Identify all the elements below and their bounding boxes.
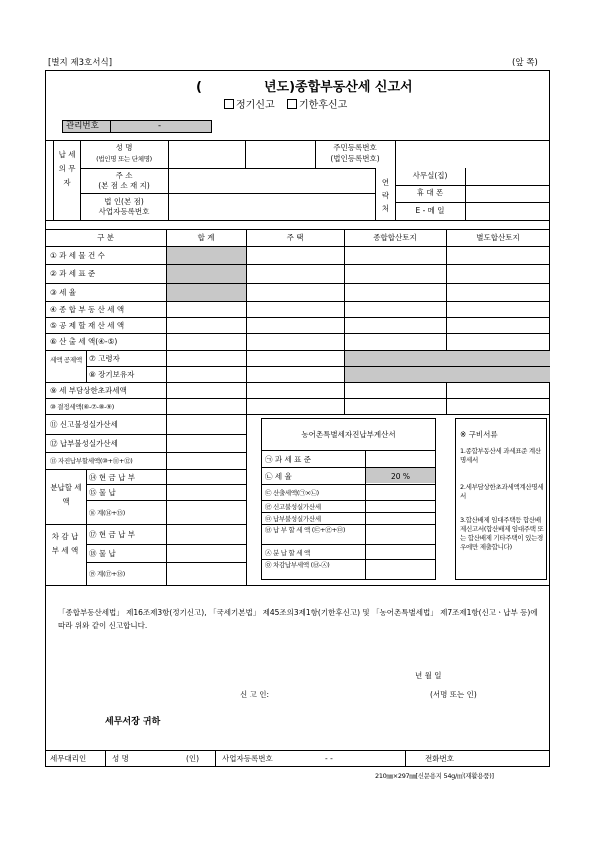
report-type (224, 99, 347, 112)
corp-sublabel: 사업자등록번호 (98, 207, 150, 216)
row-determined-tax: ⑩ 결정세액(⑥-⑦-⑧-⑨) (50, 403, 114, 411)
row-installment-cash: ⑭ 현 금 납 부 (89, 473, 136, 482)
rural-row-computed: ㉢ 산출세액(㉠×㉡) (265, 489, 319, 497)
row-deferred-sum: ⑲ 계(⑰+⑱) (89, 570, 125, 578)
paper-spec: 210㎜×297㎜[신문용지 54g/㎡(재활용품)] (375, 772, 494, 780)
name-label: 성 명 (115, 143, 133, 152)
agent-phone-label: 전화번호 (425, 754, 454, 763)
office-field[interactable] (466, 169, 549, 184)
rural-row-deferred: ㉧ 차감납부세액 (㉥-㉦) (265, 561, 330, 569)
agent-bizno-field[interactable]: - - (325, 754, 333, 763)
page-side: (앞 쪽) (512, 58, 538, 68)
corp-field[interactable] (169, 194, 374, 219)
row-self-payment: ⑬ 자진납부할세액(⑩+⑪+⑫) (50, 457, 133, 465)
row-cap-excess: ⑨ 세 부담상한초과세액 (50, 386, 127, 395)
row-object-count: ① 과 세 물 건 수 (50, 251, 105, 260)
doc-item-1: 1.종합부동산세 과세표준 계산명세서 (460, 447, 541, 464)
address-field[interactable] (169, 169, 374, 192)
taxpayer-side-label: 납 세 의 무 자 (58, 150, 76, 187)
signature-placeholder[interactable]: (서명 또는 인) (430, 690, 477, 699)
office-label: 사무실(집) (412, 171, 448, 180)
row-payment-penalty: ⑫ 납부불성실가산세 (50, 439, 118, 448)
recipient: 세무서장 귀하 (105, 717, 161, 727)
deferred-label: 차 감 납 부 세 액 (51, 532, 79, 555)
doc-item-2: 2.세부담상한초과세액계산명세서 (460, 483, 544, 500)
row-property-deduction: ⑤ 공 제 할 재 산 세 액 (50, 321, 125, 330)
late-label: 기한후신고 (299, 100, 348, 111)
agent-seal[interactable]: (인) (186, 754, 200, 763)
agent-name-label: 성 명 (112, 754, 129, 763)
mobile-field[interactable] (466, 186, 549, 201)
col-category: 구 분 (97, 233, 114, 242)
rural-row-installment: ㉦ 분 납 할 세 액 (265, 549, 310, 557)
rrn-label: 주민등록번호 (333, 143, 377, 152)
rrn-sublabel: (법인등록번호) (330, 154, 380, 163)
docs-title: ※ 구비서류 (460, 430, 498, 439)
rural-rate-value: 20 % (390, 472, 411, 481)
contact-label: 연 락 처 (381, 178, 390, 213)
installment-label: 분납할 세 액 (50, 483, 82, 506)
address-sublabel: (본 점 소 재 지) (98, 181, 150, 190)
corp-label: 법 인(본 점) (104, 197, 144, 206)
row-comprehensive-tax: ④ 종 합 부 동 산 세 액 (50, 305, 125, 314)
rrn-field[interactable] (396, 141, 549, 167)
row-computed-tax: ⑥ 산 출 세 액(④-⑤) (50, 337, 118, 346)
col-separate-land: 별도합산토지 (476, 233, 520, 242)
row-installment-sum: ⑯ 계(⑭+⑮) (89, 509, 125, 517)
email-field[interactable] (466, 203, 549, 219)
row-filing-penalty: ⑪ 신고불성실가산세 (50, 420, 118, 429)
rural-title: 농어촌특별세자진납부계산서 (301, 430, 396, 439)
row-long-term: ⑧ 장기보유자 (89, 370, 135, 379)
signer-label: 신 고 인: (240, 690, 270, 699)
row-deferred-cash: ⑰ 현 금 납 부 (89, 530, 136, 539)
page-title: 년도)종합부동산세 신고서 (264, 80, 413, 95)
statement: 「종합부동산세법」 제16조제3항(정기신고), 「국세기본법」 제45조의3제1항(기한후신고) 및 「농어촌특별세법」 제7조제1항(신고ㆍ납부 등)에 따라 위와 같이 신고합니다. (58, 608, 538, 630)
rural-row-payable: ㉥ 납 부 할 세 액 (㉢+㉣+㉤) (265, 526, 346, 534)
row-tax-rate: ③ 세 율 (50, 288, 76, 297)
mgmt-label: 관리번호 (66, 121, 99, 131)
title-prefix: ( (196, 80, 202, 95)
credit-label: 세액 공제액 (50, 356, 82, 364)
col-housing: 주 택 (286, 233, 304, 242)
col-comprehensive-land: 종합합산토지 (373, 233, 417, 242)
regular-checkbox[interactable] (224, 99, 234, 109)
row-installment-kind: ⑮ 물 납 (89, 488, 116, 497)
agent-label: 세무대리인 (50, 754, 87, 763)
row-elderly: ⑦ 고령자 (89, 354, 120, 363)
mgmt-value[interactable]: - (158, 121, 162, 131)
regular-label: 정기신고 (236, 100, 275, 111)
form-number: [별지 제3호서식] (48, 58, 113, 68)
row-deferred-kind: ⑱ 물 납 (89, 549, 116, 558)
address-label: 주 소 (115, 171, 133, 180)
rural-row-payment-penalty: ㉤ 납부불성실가산세 (265, 515, 321, 523)
mobile-label: 휴 대 폰 (416, 188, 444, 197)
col-total: 합 계 (197, 233, 215, 242)
date-line[interactable]: 년 월 일 (415, 671, 442, 680)
late-checkbox[interactable] (287, 99, 297, 109)
row-tax-base: ② 과 세 표 준 (50, 269, 96, 278)
rural-row-rate: ㉡ 세 율 (265, 472, 292, 481)
rural-row-base: ㉠ 과 세 표 준 (265, 455, 312, 464)
agent-bizno-label: 사업자등록번호 (222, 754, 273, 763)
email-label: E - 메 일 (415, 206, 445, 215)
name-field[interactable] (169, 141, 244, 167)
doc-item-3: 3.합산배제 임대주택등 합산배제신고서(합산배제 임대주택 또는 합산배제 기타주택이 있는경우에만 제출합니다) (460, 516, 544, 551)
name-sublabel: (법인명 또는 단체명) (96, 155, 152, 163)
rural-row-filing-penalty: ㉣ 신고불성실가산세 (265, 503, 321, 511)
